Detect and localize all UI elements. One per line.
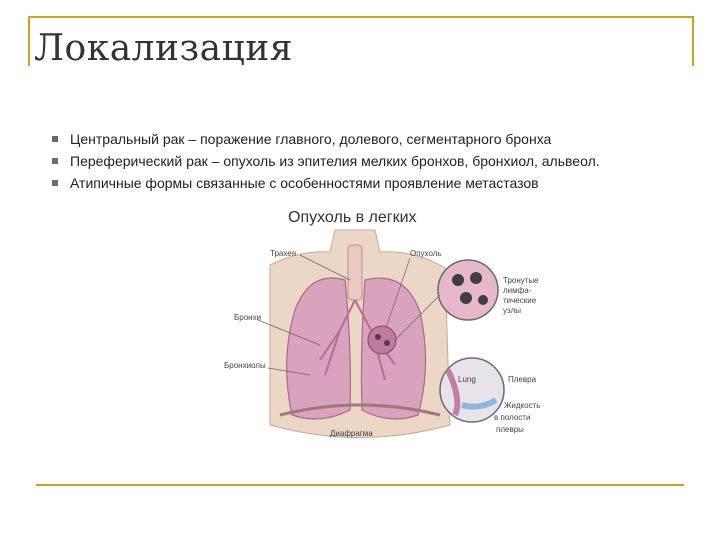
lymph-node-dot <box>470 272 482 284</box>
label-bronchi: Бронхи <box>234 313 262 322</box>
slide-title: Локализация <box>34 28 293 69</box>
bullet-square-icon <box>52 158 58 164</box>
bullet-text: Атипичные формы связанные с особенностями проявление метастазов <box>70 175 539 191</box>
lymph-node-inset <box>438 260 498 320</box>
label-pleural-fluid: Жидкость <box>504 401 541 410</box>
figure-title: Опухоль в легких <box>288 209 417 226</box>
label-trachea: Трахея <box>270 249 297 258</box>
frame-top-line <box>28 16 693 18</box>
label-tumor: Опухоль <box>410 249 442 258</box>
lung-illustration-svg <box>200 200 560 460</box>
tumor-spot <box>375 334 381 340</box>
tumor-shape <box>368 326 396 354</box>
bullet-text: Переферический рак – опухоль из эпителия мелких бронхов, бронхиол, альвеол. <box>70 153 600 169</box>
bullet-text: Центральный рак – поражение главного, долевого, сегментарного бронха <box>70 131 552 147</box>
lymph-node-dot <box>478 295 488 305</box>
label-pleural-fluid: в полости <box>494 413 531 422</box>
label-lymph-nodes: тические <box>503 296 537 305</box>
label-lymph-nodes: Тронутые <box>503 276 539 285</box>
tumor-spot <box>384 340 390 346</box>
frame-left-line <box>28 16 30 66</box>
lymph-node-dot <box>460 292 472 304</box>
trachea-shape <box>348 245 362 300</box>
lung-tumor-illustration <box>200 200 560 460</box>
bullet-square-icon <box>52 136 58 142</box>
label-pleural-fluid: плевры <box>496 425 524 434</box>
frame-bottom-line <box>36 484 684 486</box>
label-diaphragm: Диафрагма <box>330 429 373 438</box>
label-lymph-nodes: узлы <box>503 306 521 315</box>
lymph-node-dot <box>452 274 464 286</box>
frame-right-line <box>692 16 694 66</box>
label-pleura: Плевра <box>508 375 537 384</box>
label-lung: Lung <box>458 375 476 384</box>
label-lymph-nodes: лимфа- <box>503 286 532 295</box>
label-bronchioles: Бронхиолы <box>224 361 266 370</box>
bullet-square-icon <box>52 180 58 186</box>
